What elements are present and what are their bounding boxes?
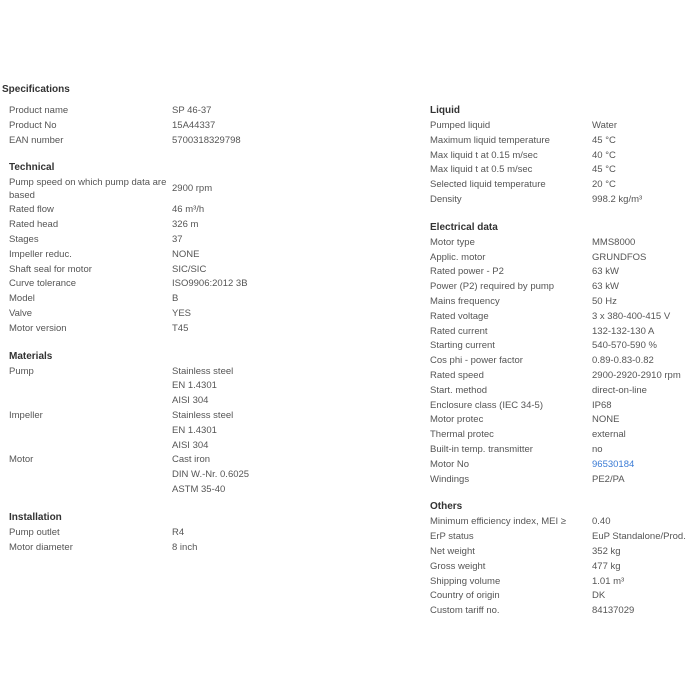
- spec-row-ean-number: [9, 134, 269, 149]
- spec-value: [592, 134, 616, 149]
- spec-row-rated-speed: [430, 369, 698, 384]
- spec-value: [172, 526, 184, 541]
- spec-row-density: [430, 193, 698, 208]
- spec-value-line: DK: [592, 590, 606, 602]
- page-title: Specifications: [2, 84, 70, 95]
- spec-value-line: NONE: [172, 248, 200, 260]
- spec-row-rated-voltage: [430, 310, 698, 325]
- spec-row-built-in-temp-transmitter: [430, 443, 698, 458]
- spec-value-line: 2900-2920-2910 rpm: [592, 369, 681, 381]
- spec-value: [172, 248, 199, 263]
- spec-value-line: 50 Hz: [592, 295, 617, 307]
- section-technical: [9, 160, 269, 336]
- spec-row-pump: [9, 365, 269, 409]
- spec-row-power-p2-required-by-pump: [430, 280, 698, 295]
- spec-value-line: IP68: [592, 399, 612, 411]
- spec-value-line: 45 °C: [592, 134, 616, 146]
- spec-label: Impeller reduc.: [9, 248, 72, 260]
- spec-row-starting-current: [430, 339, 698, 354]
- spec-row-pump-outlet: [9, 526, 269, 541]
- spec-value-line: Water: [592, 120, 617, 131]
- spec-value: [592, 399, 612, 414]
- spec-value: [592, 280, 619, 295]
- spec-value: [172, 365, 233, 409]
- spec-value: [592, 473, 625, 488]
- spec-row-motor-version: [9, 322, 269, 337]
- spec-label: Shipping volume: [430, 575, 501, 587]
- spec-value: [592, 413, 619, 428]
- spec-value: [172, 263, 206, 278]
- section-installation: [9, 510, 269, 556]
- spec-label: Pump outlet: [9, 526, 60, 538]
- spec-value: [592, 530, 686, 545]
- spec-value: [172, 292, 178, 307]
- section-others: [430, 499, 698, 619]
- spec-value-line: 477 kg: [592, 560, 621, 572]
- spec-value-line: 40 °C: [592, 149, 616, 161]
- spec-value: [172, 119, 215, 134]
- spec-value-line: 998.2 kg/m³: [592, 193, 643, 205]
- spec-row-windings: [430, 473, 698, 488]
- spec-value-line: 84137029: [592, 605, 635, 617]
- spec-value-line: MMS8000: [592, 236, 636, 248]
- spec-value-line: DIN W.-Nr. 0.6025: [172, 469, 250, 481]
- spec-row-pump-speed-on-which-pump-data-are-based: [9, 176, 269, 203]
- spec-row-rated-power-p2: [430, 265, 698, 280]
- spec-row-cos-phi-power-factor: [430, 354, 698, 369]
- spec-row-model: [9, 292, 269, 307]
- spec-label: Minimum efficiency index, MEI ≥: [430, 516, 566, 528]
- spec-value: [592, 251, 646, 266]
- spec-row-minimum-efficiency-index-mei: [430, 515, 698, 530]
- spec-row-product-no: [9, 119, 269, 134]
- spec-value-line: 3 x 380-400-415 V: [592, 310, 671, 322]
- spec-value: [592, 369, 681, 384]
- spec-value-line: 37: [172, 233, 183, 245]
- spec-row-impeller-reduc: [9, 248, 269, 263]
- spec-row-selected-liquid-temperature: [430, 178, 698, 193]
- spec-value: [592, 178, 616, 193]
- spec-label: Maximum liquid temperature: [430, 134, 550, 146]
- spec-value: [592, 515, 611, 530]
- spec-label: Country of origin: [430, 590, 500, 602]
- motor-number-link[interactable]: 96530184: [592, 458, 635, 470]
- spec-value-line: 20 °C: [592, 179, 616, 191]
- spec-label: Starting current: [430, 340, 495, 352]
- spec-value: [592, 339, 657, 354]
- spec-value: [172, 453, 249, 497]
- spec-row-motor-no: [430, 458, 698, 473]
- spec-label: Motor No: [430, 458, 470, 470]
- spec-value: [592, 560, 621, 575]
- spec-label: EAN number: [9, 134, 64, 146]
- spec-value: [172, 541, 197, 556]
- spec-value-line: NONE: [592, 414, 620, 426]
- spec-value: [172, 134, 241, 149]
- spec-value-line: SP 46-37: [172, 105, 212, 116]
- spec-row-pumped-liquid: [430, 119, 698, 134]
- section-heading: Materials: [9, 350, 53, 362]
- spec-row-motor-diameter: [9, 541, 269, 556]
- spec-value: [592, 236, 635, 251]
- section-liquid: [430, 103, 698, 208]
- spec-value-line: 132-132-130 A: [592, 325, 655, 337]
- spec-value: [592, 295, 617, 310]
- spec-label: Rated power - P2: [430, 266, 504, 278]
- spec-value: [172, 182, 212, 197]
- spec-label: Motor diameter: [9, 541, 73, 553]
- spec-label: Density: [430, 193, 462, 205]
- spec-value-line: T45: [172, 322, 189, 334]
- spec-row-applic-motor: [430, 251, 698, 266]
- spec-value-line: 46 m³/h: [172, 204, 205, 216]
- spec-row-product-name: [9, 104, 269, 119]
- spec-value-line: YES: [172, 307, 192, 319]
- spec-value-line: 0.89-0.83-0.82: [592, 355, 654, 367]
- spec-value-line: direct-on-line: [592, 384, 647, 396]
- spec-value: [172, 233, 183, 248]
- spec-value-line: EN 1.4301: [172, 424, 217, 436]
- spec-row-impeller: [9, 409, 269, 453]
- spec-row-motor: [9, 453, 269, 497]
- spec-value-line: 352 kg: [592, 545, 621, 557]
- section-heading: Electrical data: [430, 221, 498, 233]
- spec-value: [592, 384, 647, 399]
- right-column: [430, 103, 698, 631]
- section-heading: Others: [430, 501, 463, 513]
- spec-value-line: external: [592, 429, 626, 441]
- spec-value-line: 326 m: [172, 219, 199, 231]
- spec-value-line: 1.01 m³: [592, 575, 625, 587]
- spec-value-line: 5700318329798: [172, 134, 241, 146]
- spec-value-line: Cast iron: [172, 454, 211, 466]
- spec-label: Mains frequency: [430, 295, 500, 307]
- spec-label: Enclosure class (IEC 34-5): [430, 399, 543, 411]
- spec-row-net-weight: [430, 545, 698, 560]
- spec-row-curve-tolerance: [9, 277, 269, 292]
- spec-value: [172, 409, 233, 453]
- spec-label: Net weight: [430, 545, 475, 557]
- spec-value-line: PE2/PA: [592, 473, 625, 485]
- spec-value-line: Stainless steel: [172, 409, 234, 421]
- spec-label: Motor protec: [430, 414, 484, 426]
- spec-value: [172, 322, 188, 337]
- spec-value: [172, 104, 211, 119]
- spec-label: Selected liquid temperature: [430, 179, 546, 191]
- spec-label: Pump speed on which pump data are based: [9, 177, 167, 201]
- spec-value-line: 45 °C: [592, 164, 616, 176]
- spec-label: Rated current: [430, 325, 488, 337]
- spec-label: Curve tolerance: [9, 278, 77, 290]
- spec-value-line: 2900 rpm: [172, 183, 213, 195]
- spec-value: [172, 218, 198, 233]
- spec-row-rated-flow: [9, 203, 269, 218]
- spec-value: [592, 265, 619, 280]
- section-materials: [9, 349, 269, 498]
- spec-value-line: 540-570-590 %: [592, 340, 657, 352]
- spec-row-maximum-liquid-temperature: [430, 134, 698, 149]
- spec-label: Max liquid t at 0.15 m/sec: [430, 149, 538, 161]
- spec-row-max-liquid-t-at-0-5-m-sec: [430, 163, 698, 178]
- spec-row-mains-frequency: [430, 295, 698, 310]
- spec-value-line: 0.40: [592, 516, 611, 528]
- left-column: [9, 104, 269, 567]
- spec-value-line: 63 kW: [592, 281, 619, 293]
- spec-row-valve: [9, 307, 269, 322]
- section-heading: Liquid: [430, 105, 460, 116]
- spec-value: [592, 604, 634, 619]
- spec-label: Pumped liquid: [430, 120, 491, 131]
- spec-value: [592, 354, 654, 369]
- spec-label: Rated voltage: [430, 310, 489, 322]
- spec-label: Motor type: [430, 236, 475, 248]
- spec-value: [592, 119, 617, 134]
- spec-value: [592, 193, 642, 208]
- spec-value: [172, 277, 248, 292]
- spec-label: Impeller: [9, 409, 43, 421]
- spec-label: Windings: [430, 473, 470, 485]
- spec-value-line: AISI 304: [172, 395, 209, 407]
- section-heading: Technical: [9, 162, 55, 174]
- spec-row-shaft-seal-for-motor: [9, 263, 269, 278]
- spec-value-line: no: [592, 443, 603, 455]
- spec-value-line: B: [172, 293, 179, 305]
- spec-label: Gross weight: [430, 560, 486, 572]
- section-electrical-data: [430, 220, 698, 488]
- spec-label: Thermal protec: [430, 429, 494, 441]
- spec-row-rated-head: [9, 218, 269, 233]
- spec-label: Rated speed: [430, 369, 484, 381]
- spec-value: [592, 443, 603, 458]
- spec-row-thermal-protec: [430, 428, 698, 443]
- spec-row-start-method: [430, 384, 698, 399]
- spec-value-line: EuP Standalone/Prod.: [592, 531, 686, 543]
- spec-value: [592, 575, 624, 590]
- spec-value: [592, 163, 616, 178]
- spec-value-line: EN 1.4301: [172, 380, 217, 392]
- spec-label: Cos phi - power factor: [430, 355, 523, 367]
- spec-row-enclosure-class-iec-34-5: [430, 399, 698, 414]
- spec-row-country-of-origin: [430, 589, 698, 604]
- spec-label: Start. method: [430, 384, 488, 396]
- spec-value-line: 63 kW: [592, 266, 619, 278]
- spec-value: [172, 307, 191, 322]
- spec-value: [592, 458, 634, 473]
- spec-value-line: SIC/SIC: [172, 263, 207, 275]
- spec-label: Motor version: [9, 322, 67, 334]
- spec-row-max-liquid-t-at-0-15-m-sec: [430, 149, 698, 164]
- spec-label: Max liquid t at 0.5 m/sec: [430, 164, 533, 176]
- spec-label: Rated flow: [9, 204, 54, 216]
- section-heading: Installation: [9, 511, 62, 523]
- spec-value-line: ISO9906:2012 3B: [172, 278, 248, 290]
- spec-value: [592, 325, 654, 340]
- spec-row-custom-tariff-no: [430, 604, 698, 619]
- spec-label: Product name: [9, 105, 69, 116]
- spec-row-rated-current: [430, 325, 698, 340]
- spec-value-line: GRUNDFOS: [592, 251, 647, 263]
- spec-value: [592, 545, 621, 560]
- spec-row-motor-protec: [430, 413, 698, 428]
- spec-value: [172, 203, 204, 218]
- spec-value-line: AISI 304: [172, 439, 209, 451]
- spec-row-gross-weight: [430, 560, 698, 575]
- section-product: [9, 104, 269, 148]
- spec-label: Model: [9, 293, 35, 305]
- spec-label: ErP status: [430, 531, 474, 543]
- spec-value: [592, 149, 616, 164]
- spec-value: [592, 310, 670, 325]
- spec-label: Power (P2) required by pump: [430, 281, 555, 293]
- spec-value-line: Stainless steel: [172, 365, 234, 377]
- spec-value: [592, 428, 626, 443]
- spec-label: Product No: [9, 119, 57, 131]
- spec-label: Shaft seal for motor: [9, 263, 92, 275]
- spec-value-line: 15A44337: [172, 119, 216, 131]
- spec-row-motor-type: [430, 236, 698, 251]
- spec-label: Rated head: [9, 219, 59, 231]
- spec-label: Motor: [9, 454, 34, 466]
- spec-value-line: R4: [172, 526, 185, 538]
- spec-row-stages: [9, 233, 269, 248]
- spec-value-line: ASTM 35-40: [172, 483, 226, 495]
- spec-value: [592, 589, 605, 604]
- spec-label: Applic. motor: [430, 251, 486, 263]
- spec-label: Pump: [9, 365, 34, 377]
- spec-label: Valve: [9, 307, 33, 319]
- spec-label: Stages: [9, 233, 39, 245]
- spec-row-erp-status: [430, 530, 698, 545]
- spec-label: Built-in temp. transmitter: [430, 443, 533, 455]
- spec-value-line: 8 inch: [172, 541, 198, 553]
- spec-row-shipping-volume: [430, 575, 698, 590]
- spec-label: Custom tariff no.: [430, 605, 500, 617]
